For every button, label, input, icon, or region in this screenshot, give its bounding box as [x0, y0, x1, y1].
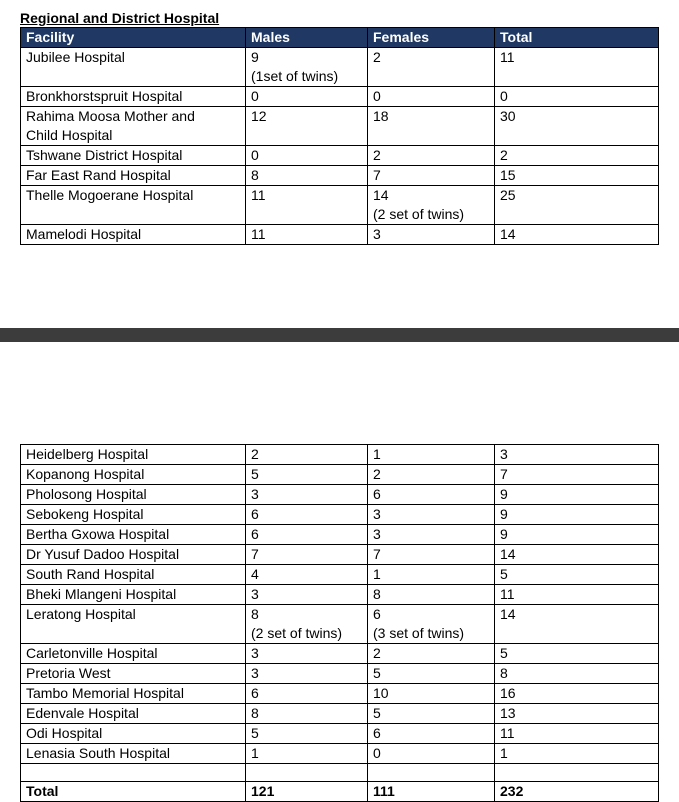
females-cell: 18 [368, 107, 495, 146]
males-cell: 6 [246, 505, 368, 525]
females-cell: 3 [368, 505, 495, 525]
females-cell: 1 [368, 445, 495, 465]
facility-cell: South Rand Hospital [21, 565, 246, 585]
facility-cell: Kopanong Hospital [21, 465, 246, 485]
total-cell: 14 [495, 605, 659, 644]
females-cell: 6 [368, 485, 495, 505]
females-cell: 7 [368, 545, 495, 565]
total-cell: 11 [495, 724, 659, 744]
females-cell: 3 [368, 225, 495, 245]
males-cell: 12 [246, 107, 368, 146]
females-cell: 14 (2 set of twins) [368, 186, 495, 225]
facility-cell: Carletonville Hospital [21, 644, 246, 664]
table-row [21, 525, 659, 545]
table-row [21, 545, 659, 565]
facility-cell: Bronkhorstspruit Hospital [21, 87, 246, 107]
table-row [21, 585, 659, 605]
table-row [21, 684, 659, 704]
table-row [21, 107, 659, 146]
total-cell: 5 [495, 644, 659, 664]
total-cell: 5 [495, 565, 659, 585]
females-cell: 5 [368, 704, 495, 724]
total-label: Total [21, 782, 246, 802]
facility-cell: Edenvale Hospital [21, 704, 246, 724]
males-cell: 5 [246, 724, 368, 744]
table-row [21, 724, 659, 744]
hospital-table-top [20, 27, 659, 245]
males-cell: 2 [246, 445, 368, 465]
males-cell: 0 [246, 146, 368, 166]
total-females: 111 [368, 782, 495, 802]
females-cell: 8 [368, 585, 495, 605]
spacer-row [21, 764, 659, 782]
page-break-bar [0, 328, 679, 342]
total-males: 121 [246, 782, 368, 802]
males-cell: 3 [246, 585, 368, 605]
females-cell: 6 (3 set of twins) [368, 605, 495, 644]
males-cell: 6 [246, 525, 368, 545]
total-cell: 16 [495, 684, 659, 704]
table-row [21, 644, 659, 664]
facility-cell: Lenasia South Hospital [21, 744, 246, 764]
empty-cell [495, 764, 659, 782]
females-cell: 2 [368, 146, 495, 166]
table-row [21, 744, 659, 764]
males-cell: 3 [246, 664, 368, 684]
table-row [21, 704, 659, 724]
empty-cell [246, 764, 368, 782]
total-cell: 25 [495, 186, 659, 225]
females-cell: 10 [368, 684, 495, 704]
males-cell: 6 [246, 684, 368, 704]
males-cell: 3 [246, 644, 368, 664]
total-cell: 14 [495, 225, 659, 245]
females-cell: 2 [368, 465, 495, 485]
facility-cell: Jubilee Hospital [21, 48, 246, 87]
total-grand: 232 [495, 782, 659, 802]
total-cell: 0 [495, 87, 659, 107]
total-cell: 15 [495, 166, 659, 186]
column-header-males: Males [246, 28, 368, 48]
females-cell: 5 [368, 664, 495, 684]
table-header-row [21, 28, 659, 48]
males-cell: 5 [246, 465, 368, 485]
facility-cell: Tambo Memorial Hospital [21, 684, 246, 704]
females-cell: 6 [368, 724, 495, 744]
facility-cell: Sebokeng Hospital [21, 505, 246, 525]
facility-cell: Odi Hospital [21, 724, 246, 744]
total-cell: 7 [495, 465, 659, 485]
males-cell: 1 [246, 744, 368, 764]
total-cell: 9 [495, 525, 659, 545]
facility-cell: Leratong Hospital [21, 605, 246, 644]
facility-cell: Thelle Mogoerane Hospital [21, 186, 246, 225]
total-cell: 8 [495, 664, 659, 684]
table-row [21, 186, 659, 225]
females-cell: 1 [368, 565, 495, 585]
empty-cell [368, 764, 495, 782]
total-cell: 13 [495, 704, 659, 724]
total-cell: 11 [495, 48, 659, 87]
table-row [21, 445, 659, 465]
facility-cell: Bheki Mlangeni Hospital [21, 585, 246, 605]
hospital-table-bottom [20, 444, 659, 802]
facility-cell: Rahima Moosa Mother and Child Hospital [21, 107, 246, 146]
table-row [21, 48, 659, 87]
facility-cell: Bertha Gxowa Hospital [21, 525, 246, 545]
total-cell: 9 [495, 505, 659, 525]
table-row [21, 664, 659, 684]
males-cell: 4 [246, 565, 368, 585]
total-cell: 9 [495, 485, 659, 505]
facility-cell: Dr Yusuf Dadoo Hospital [21, 545, 246, 565]
females-cell: 0 [368, 87, 495, 107]
males-cell: 3 [246, 485, 368, 505]
table-row [21, 146, 659, 166]
table-row [21, 485, 659, 505]
total-cell: 1 [495, 744, 659, 764]
facility-cell: Heidelberg Hospital [21, 445, 246, 465]
females-cell: 2 [368, 48, 495, 87]
table-row [21, 166, 659, 186]
table-row [21, 225, 659, 245]
facility-cell: Far East Rand Hospital [21, 166, 246, 186]
females-cell: 7 [368, 166, 495, 186]
empty-cell [21, 764, 246, 782]
table-row [21, 87, 659, 107]
facility-cell: Pretoria West [21, 664, 246, 684]
column-header-facility: Facility [21, 28, 246, 48]
females-cell: 2 [368, 644, 495, 664]
females-cell: 0 [368, 744, 495, 764]
total-cell: 30 [495, 107, 659, 146]
facility-cell: Tshwane District Hospital [21, 146, 246, 166]
males-cell: 0 [246, 87, 368, 107]
column-header-females: Females [368, 28, 495, 48]
column-header-total: Total [495, 28, 659, 48]
section-title: Regional and District Hospital [20, 10, 220, 26]
males-cell: 7 [246, 545, 368, 565]
total-cell: 14 [495, 545, 659, 565]
total-cell: 2 [495, 146, 659, 166]
table-row [21, 565, 659, 585]
total-cell: 3 [495, 445, 659, 465]
males-cell: 8 [246, 166, 368, 186]
facility-cell: Mamelodi Hospital [21, 225, 246, 245]
table-row [21, 465, 659, 485]
table-row [21, 605, 659, 644]
males-cell: 8 [246, 704, 368, 724]
table-row [21, 505, 659, 525]
males-cell: 9 (1set of twins) [246, 48, 368, 87]
males-cell: 11 [246, 186, 368, 225]
facility-cell: Pholosong Hospital [21, 485, 246, 505]
females-cell: 3 [368, 525, 495, 545]
males-cell: 11 [246, 225, 368, 245]
males-cell: 8 (2 set of twins) [246, 605, 368, 644]
total-cell: 11 [495, 585, 659, 605]
